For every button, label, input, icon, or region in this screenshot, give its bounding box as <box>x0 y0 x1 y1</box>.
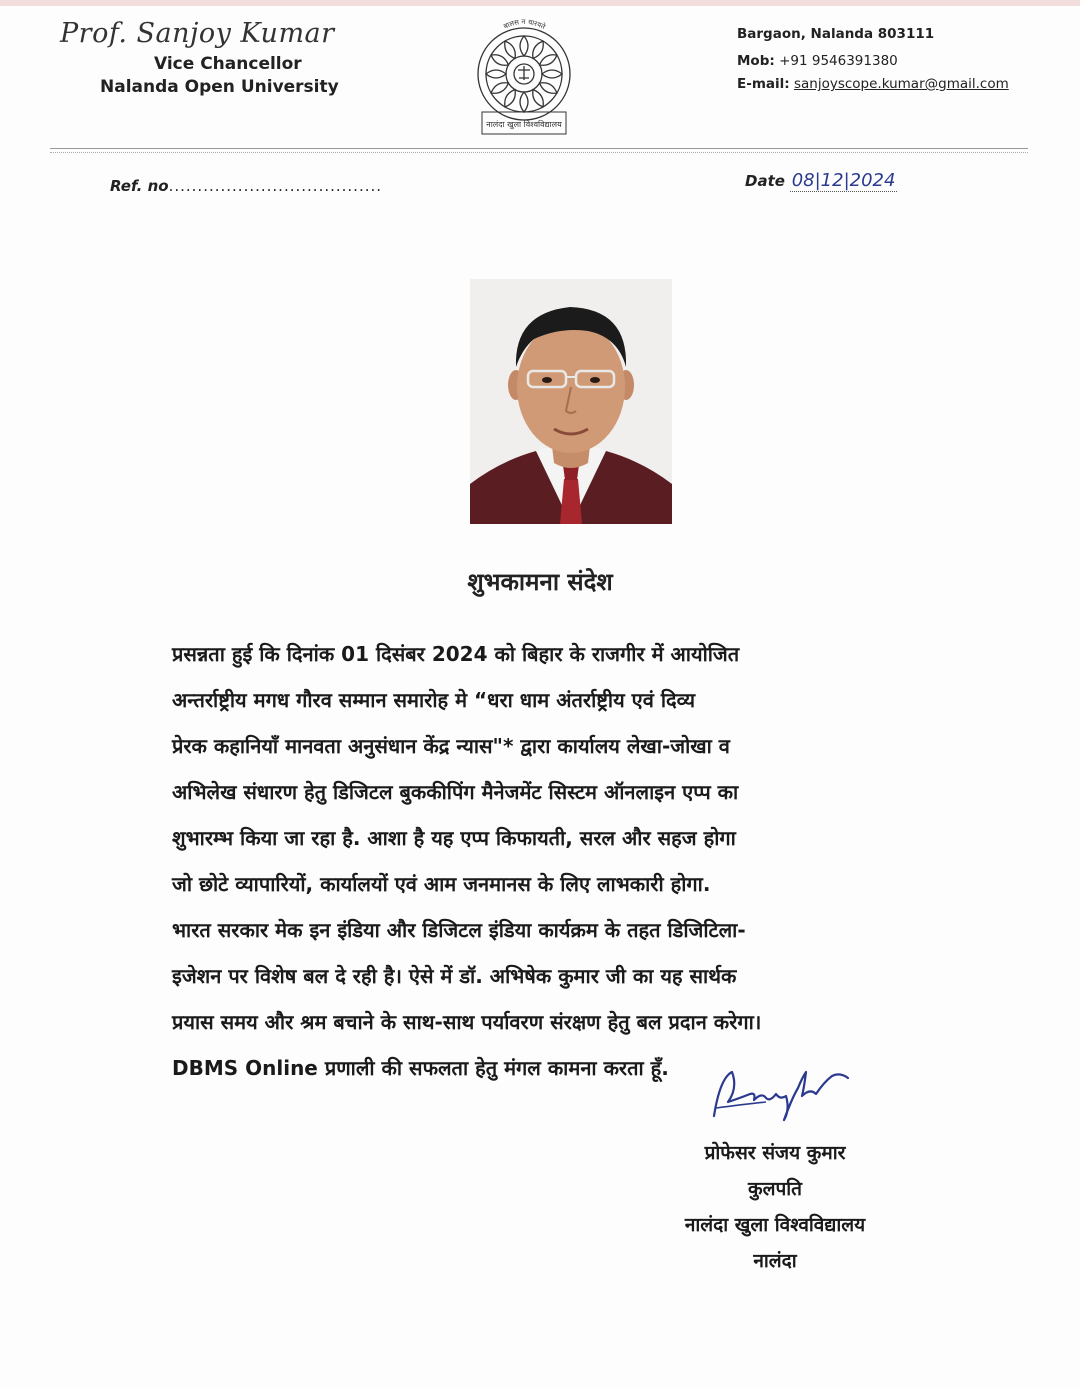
date-value: 08|12|2024 <box>791 170 896 191</box>
date-field <box>745 170 897 191</box>
body-line: इजेशन पर विशेष बल दे रही है। ऐसे में डॉ. अभिषेक कुमार जी का यह सार्थक <box>172 964 737 988</box>
ref-number <box>110 177 382 195</box>
signatory-designation: कुलपति <box>747 1178 803 1200</box>
signatory-university: नालंदा खुला विश्वविद्यालय <box>684 1214 866 1236</box>
sender-org: Nalanda Open University <box>100 77 339 97</box>
ref-label: Ref. no <box>110 177 169 195</box>
message-title: शुभकामना संदेश <box>467 568 613 596</box>
body-line: जो छोटे व्यापारियों, कार्यालयों एवं आम जनमानस के लिए लाभकारी होगा. <box>172 872 711 896</box>
sender-name: Prof. Sanjoy Kumar <box>60 18 335 49</box>
header-divider <box>50 148 1028 149</box>
signatory-place: नालंदा <box>753 1250 797 1272</box>
top-strip <box>0 0 1080 6</box>
body-line: अन्तर्राष्ट्रीय मगध गौरव सम्मान समारोह मे “धरा धाम अंतर्राष्ट्रीय एवं दिव्य <box>172 688 696 712</box>
svg-text:नालंदा खुला विश्वविद्यालय: नालंदा खुला विश्वविद्यालय <box>486 120 562 129</box>
body-line: शुभारम्भ किया जा रहा है. आशा है यह एप्प किफायती, सरल और सहज होगा <box>172 826 736 850</box>
ref-dots: ..................................... <box>168 177 383 195</box>
handwritten-signature <box>706 1058 856 1124</box>
contact-address: Bargaon, Nalanda 803111 <box>737 26 935 42</box>
svg-text:बालस न धारयते: बालस न धारयते <box>502 17 547 32</box>
body-line: प्रसन्नता हुई कि दिनांक 01 दिसंबर 2024 को बिहार के राजगीर में आयोजित <box>172 642 740 666</box>
sender-title: Vice Chancellor <box>154 54 302 74</box>
body-line: प्रयास समय और श्रम बचाने के साथ-साथ पर्यावरण संरक्षण हेतु बल प्रदान करेगा। <box>172 1010 762 1034</box>
signatory-block <box>640 1136 910 1280</box>
body-line: अभिलेख संधारण हेतु डिजिटल बुककीपिंग मैनेजमेंट सिस्टम ऑनलाइन एप्प का <box>172 780 739 804</box>
mobile-value: +91 9546391380 <box>779 53 898 69</box>
date-label: Date <box>745 172 785 190</box>
contact-email <box>737 76 1009 92</box>
body-line: भारत सरकार मेक इन इंडिया और डिजिटल इंडिया कार्यक्रम के तहत डिजिटिला- <box>172 918 746 942</box>
portrait-photo <box>470 279 672 524</box>
header-divider-dotted <box>50 152 1028 153</box>
message-body <box>172 640 932 1100</box>
mobile-label: Mob: <box>737 53 775 69</box>
body-line: DBMS Online प्रणाली की सफलता हेतु मंगल कामना करता हूँ. <box>172 1056 669 1080</box>
email-label: E-mail: <box>737 76 790 92</box>
contact-mobile <box>737 53 898 69</box>
body-line: प्रेरक कहानियाँ मानवता अनुसंधान केंद्र न्यास"* द्वारा कार्यालय लेखा-जोखा व <box>172 734 730 758</box>
email-link[interactable]: sanjoyscope.kumar@gmail.com <box>793 76 1009 92</box>
signatory-name: प्रोफेसर संजय कुमार <box>704 1142 846 1164</box>
university-seal-logo <box>462 8 586 138</box>
